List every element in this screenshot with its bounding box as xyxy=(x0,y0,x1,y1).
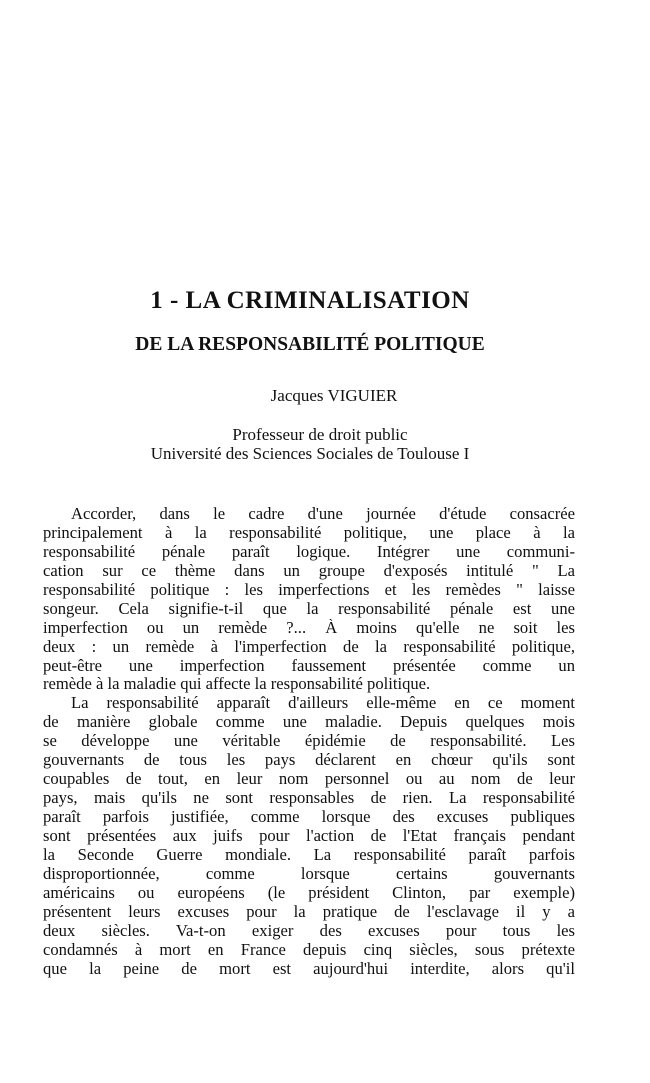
paragraph-line: que la peine de mort est aujourd'hui interdite, alors qu'il xyxy=(43,959,575,978)
paragraph-line: responsabilité politique : les imperfections et les remèdes " laisse xyxy=(43,580,575,599)
paragraph-line: responsabilité pénale paraît logique. Intégrer une communi- xyxy=(43,542,575,561)
paragraph-line: coupables de tout, en leur nom personnel ou au nom de leur xyxy=(43,770,575,789)
paragraph-line: condamnés à mort en France depuis cinq siècles, sous prétexte xyxy=(43,940,575,959)
body-text xyxy=(43,505,575,978)
paragraph-line: se développe une véritable épidémie de responsabilité. Les xyxy=(43,732,575,751)
paragraph-line: imperfection ou un remède ?... À moins qu'elle ne soit les xyxy=(43,618,575,637)
chapter-subtitle: DE LA RESPONSABILITÉ POLITIQUE xyxy=(135,334,485,355)
paragraph-line: principalement à la responsabilité politique, une place à la xyxy=(43,523,575,542)
paragraph-line: remède à la maladie qui affecte la responsabilité politique. xyxy=(43,675,431,694)
paragraph-line: gouvernants de tous les pays déclarent en chœur qu'ils sont xyxy=(43,751,575,770)
paragraph-line: cation sur ce thème dans un groupe d'exposés intitulé " La xyxy=(43,561,575,580)
author-institution: Université des Sciences Sociales de Toulouse I xyxy=(150,444,470,463)
paragraph-line: songeur. Cela signifie-t-il que la responsabilité pénale est une xyxy=(43,599,575,618)
paragraph-line: Accorder, dans le cadre d'une journée d'étude consacrée xyxy=(71,505,575,523)
paragraph-line: présentent leurs excuses pour la pratique de l'esclavage il y a xyxy=(43,902,575,921)
paragraph-line: paraît parfois justifiée, comme lorsque des excuses publiques xyxy=(43,808,575,826)
paragraph-line: américains ou européens (le président Clinton, par exemple) xyxy=(43,883,575,902)
paragraph-line: la Seconde Guerre mondiale. La responsabilité paraît parfois xyxy=(43,845,575,864)
paragraph-line: pays, mais qu'ils ne sont responsables de rien. La responsabilité xyxy=(43,789,575,808)
paragraph-line: deux : un remède à l'imperfection de la responsabilité politique, xyxy=(43,637,575,656)
author-name: Jacques VIGUIER xyxy=(270,386,398,405)
chapter-title: 1 - LA CRIMINALISATION xyxy=(150,287,470,314)
paragraph-line: de manière globale comme une maladie. Depuis quelques mois xyxy=(43,713,575,732)
paragraph-line: disproportionnée, comme lorsque certains gouvernants xyxy=(43,864,575,883)
paragraph-line: peut-être une imperfection faussement présentée comme un xyxy=(43,656,575,675)
paragraph-line: deux siècles. Va-t-on exiger des excuses pour tous les xyxy=(43,921,575,940)
paragraph-line: La responsabilité apparaît d'ailleurs elle-même en ce moment xyxy=(71,694,575,713)
paragraph-line: sont présentées aux juifs pour l'action de l'Etat français pendant xyxy=(43,826,575,845)
author-position: Professeur de droit public xyxy=(232,425,408,444)
